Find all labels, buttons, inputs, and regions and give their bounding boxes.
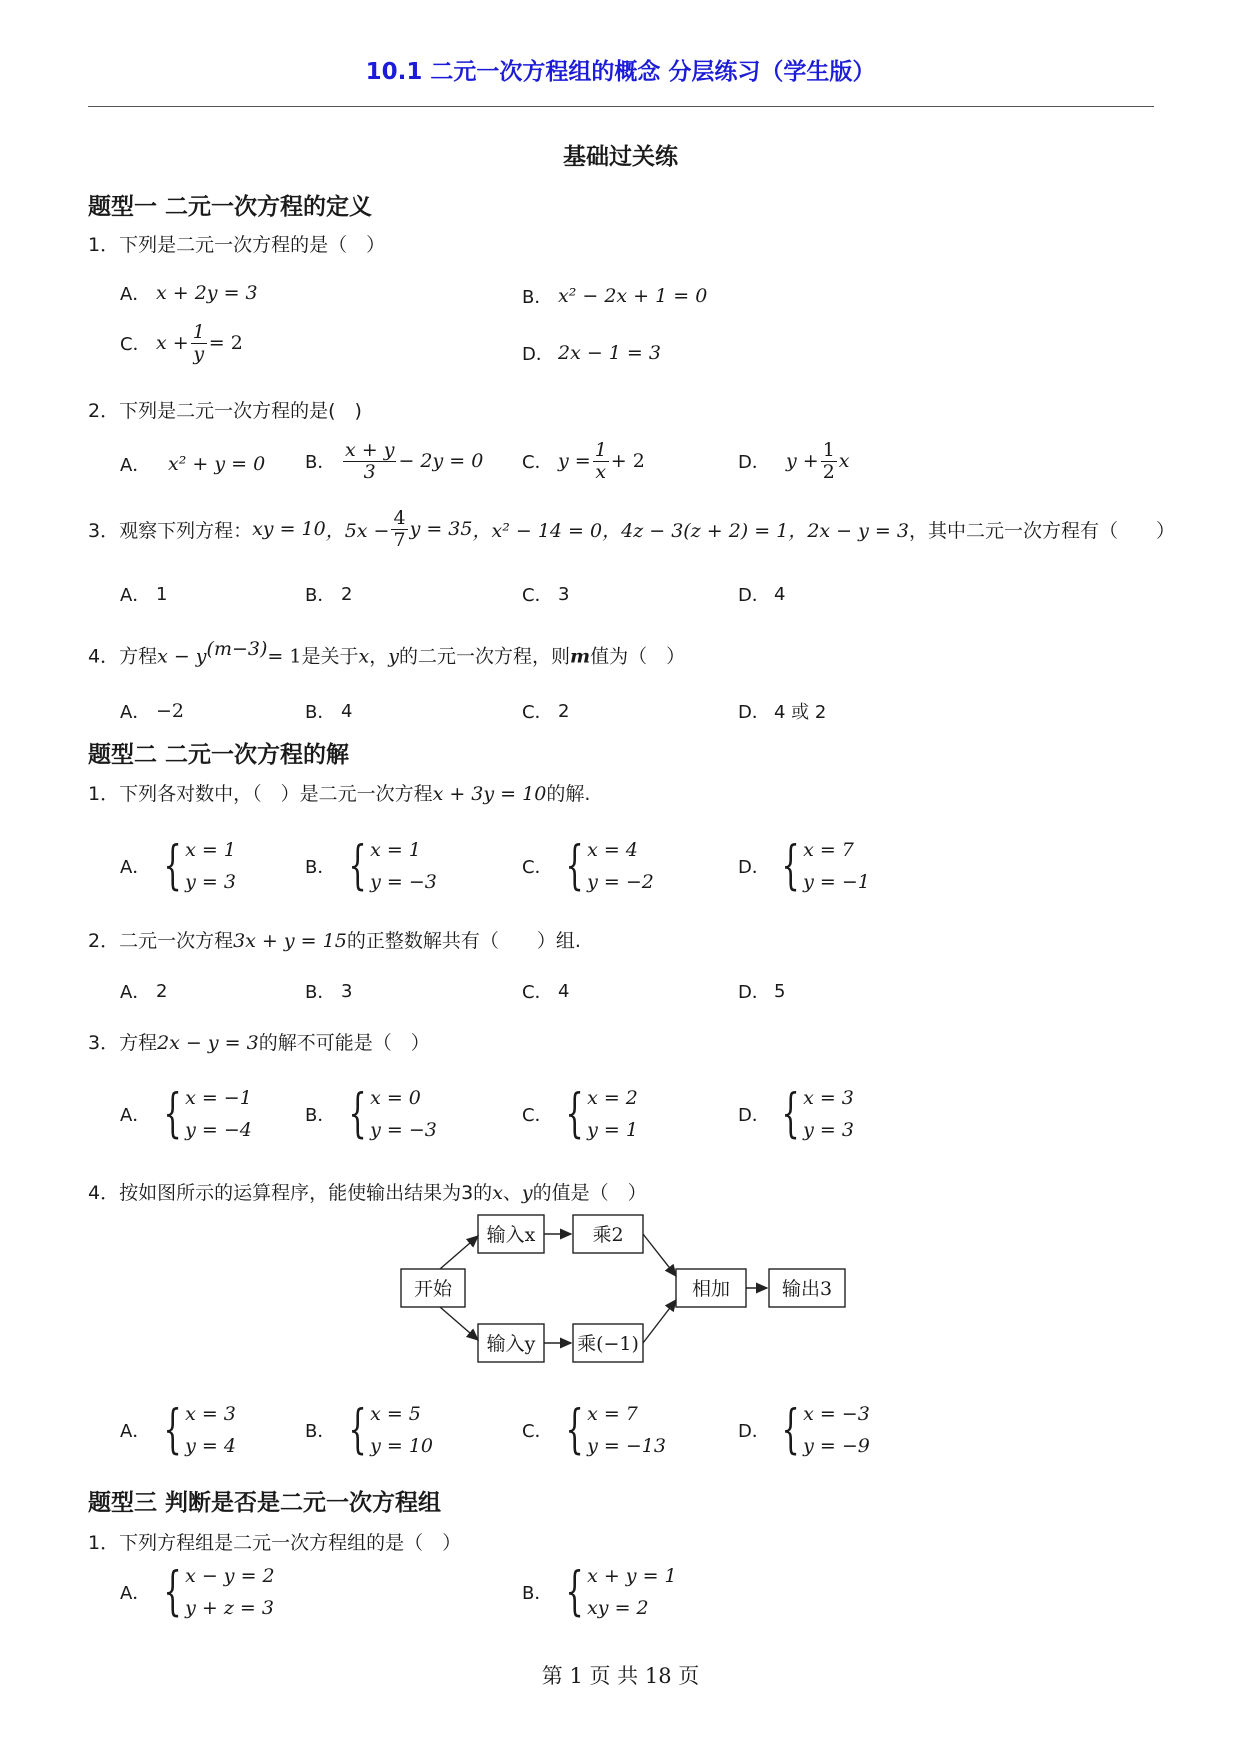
t1-q3-option-b: B． 2: [305, 583, 353, 606]
page-footer: 第 1 页 共 18 页: [541, 1664, 700, 1688]
t2-q2-option-d: D． 5: [738, 980, 786, 1003]
t2-q4-option-d: D． { x = −3 y = −9: [738, 1400, 870, 1460]
type2-title: 题型二 二元一次方程的解: [88, 742, 350, 768]
flow-input-x-label: 输入x: [486, 1224, 536, 1246]
t1-q4-option-d: D． 4 或 2: [738, 702, 827, 723]
t1-q1-option-c: C． x + $\frac{1}{y}$ = 2: [120, 321, 243, 365]
arrow-mul2-to-add: [643, 1234, 676, 1276]
t1-q2-option-a: A． x² + y = 0: [120, 453, 266, 476]
operation-flowchart: [396, 1210, 856, 1366]
t1-q1-option-b: B． x² − 2x + 1 = 0: [522, 285, 708, 308]
t2-q4-option-b: B． { x = 5 y = 10: [305, 1400, 434, 1460]
t3-q1-stem: 1．下列方程组是二元一次方程组的是（ ）: [88, 1532, 462, 1554]
t1-q1-option-d: D． 2x − 1 = 3: [522, 342, 661, 365]
t3-q1-option-b: B． { x + y = 1 xy = 2: [522, 1562, 677, 1622]
flow-output-label: 输出3: [781, 1278, 833, 1300]
t2-q2-option-c: C． 4: [522, 980, 570, 1003]
t2-q1-option-b: B． { x = 1 y = −3: [305, 836, 437, 896]
t2-q3-stem: 3．方程2x − y = 3的解不可能是（ ）: [88, 1032, 430, 1054]
t1-q3-stem: 3．观察下列方程： xy = 10 ，5x − $\frac{4}{7}$ y = 35 ，x² − 14 = 0 ，4z − 3(z + 2) = 1 ，2x − y = 3 ，其中二元一次方程有（ ）: [88, 507, 1175, 551]
t2-q3-option-c: C． { x = 2 y = 1: [522, 1084, 638, 1144]
t1-q2-option-c: C． y = $\frac{1}{x}$ + 2: [522, 439, 645, 483]
arrow-start-to-y: [440, 1307, 478, 1340]
t2-q1-stem: 1．下列各对数中，（ ）是二元一次方程x + 3y = 10的解.: [88, 783, 591, 805]
t2-q2-option-a: A． 2: [120, 980, 168, 1003]
t1-q2-stem: 2．下列是二元一次方程的是( ): [88, 400, 362, 422]
t2-q3-option-a: A． { x = −1 y = −4: [120, 1084, 252, 1144]
t2-q1-option-a: A． { x = 1 y = 3: [120, 836, 236, 896]
t1-q3-option-a: A． 1: [120, 583, 168, 606]
t2-q3-option-d: D． { x = 3 y = 3: [738, 1084, 854, 1144]
t1-q2-option-d: D． y + $\frac{1}{2}$ x: [738, 439, 850, 483]
t1-q1-option-a: A． x + 2y = 3: [120, 282, 258, 305]
t2-q4-stem: 4．按如图所示的运算程序，能使输出结果为3的x、y的值是（ ）: [88, 1182, 647, 1204]
t1-q4-option-a: A． −2: [120, 700, 185, 723]
arrow-mulneg1-to-add: [643, 1300, 676, 1343]
t2-q1-option-d: D． { x = 7 y = −1: [738, 836, 870, 896]
flow-start-label: 开始: [413, 1278, 453, 1300]
t2-q4-option-c: C． { x = 7 y = −13: [522, 1400, 666, 1460]
header-rule: [88, 106, 1154, 107]
flow-input-y-label: 输入y: [486, 1333, 536, 1355]
t2-q2-option-b: B． 3: [305, 980, 353, 1003]
type3-title: 题型三 判断是否是二元一次方程组: [88, 1490, 442, 1516]
t1-q4-option-b: B． 4: [305, 700, 353, 723]
type1-title: 题型一 二元一次方程的定义: [88, 194, 373, 220]
t1-q4-stem: 4．方程$x - y^{(m-3)}= 1$是关于x，y的二元一次方程，则m值为（ ）: [88, 638, 686, 668]
flow-multiply-neg1-label: 乘(−1): [577, 1333, 639, 1355]
section-title: 基础过关练: [563, 144, 678, 170]
t2-q1-option-c: C． { x = 4 y = −2: [522, 836, 654, 896]
t3-q1-option-a: A． { x − y = 2 y + z = 3: [120, 1562, 275, 1622]
flow-add-label: 相加: [691, 1278, 731, 1300]
t1-q4-option-c: C． 2: [522, 700, 570, 723]
arrow-start-to-x: [440, 1236, 478, 1269]
t2-q3-option-b: B． { x = 0 y = −3: [305, 1084, 437, 1144]
t2-q4-option-a: A． { x = 3 y = 4: [120, 1400, 236, 1460]
t1-q2-option-b: B． $\frac{x + y}{3}$ − 2y = 0: [305, 439, 484, 483]
t2-q2-stem: 2．二元一次方程3x + y = 15的正整数解共有（ ）组.: [88, 930, 581, 952]
t1-q3-option-d: D． 4: [738, 583, 786, 606]
t1-q1-stem: 1．下列是二元一次方程的是（ ）: [88, 234, 386, 256]
t1-q3-option-c: C． 3: [522, 583, 570, 606]
document-title: 10.1 二元一次方程组的概念 分层练习（学生版）: [365, 59, 876, 85]
flow-multiply-2-label: 乘2: [592, 1224, 624, 1246]
